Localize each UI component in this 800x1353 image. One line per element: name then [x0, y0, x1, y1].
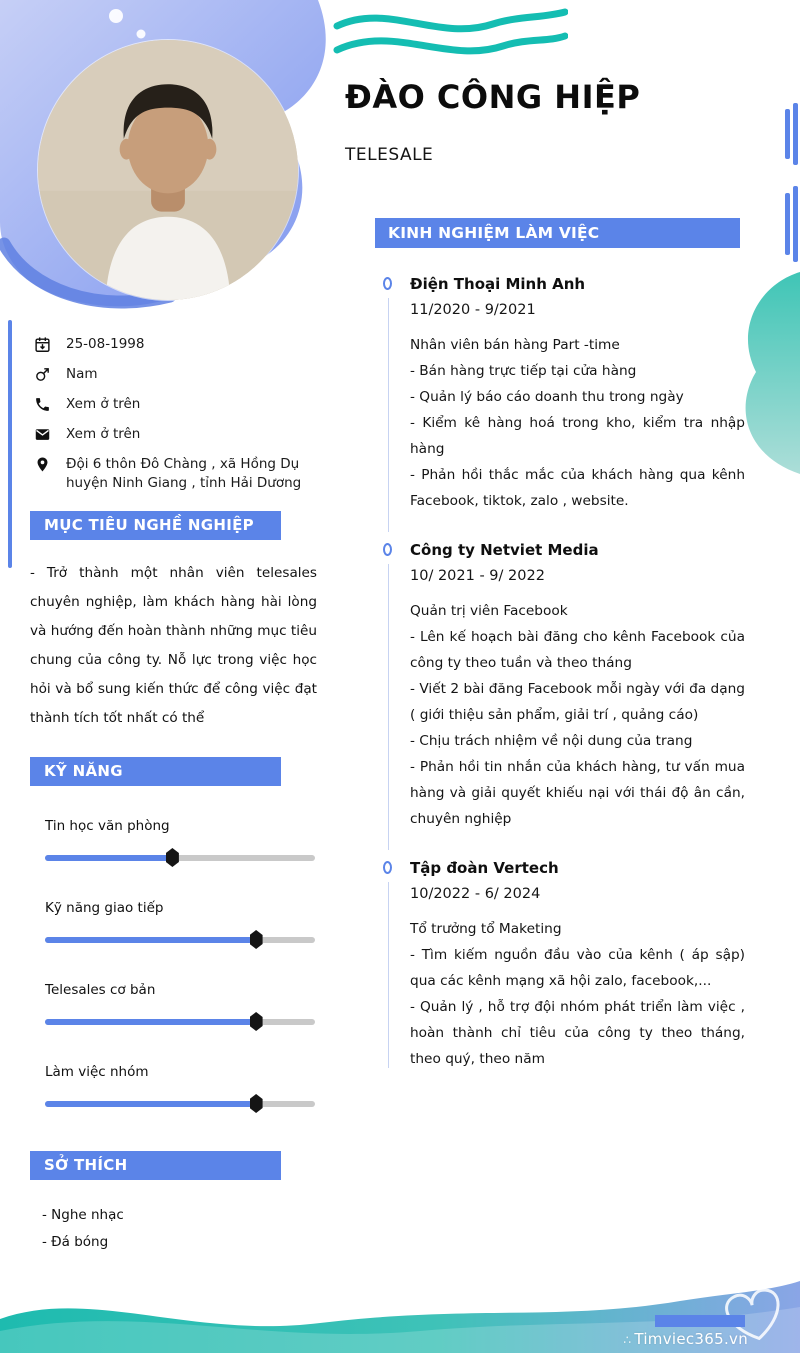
skills-list: [45, 818, 335, 1113]
experience-item: [383, 540, 745, 832]
slider-fill: [45, 937, 256, 943]
right-edge-bar: [785, 193, 790, 255]
person-avatar-icon: [38, 40, 298, 300]
right-column: [345, 0, 745, 1098]
hobby-item: - Đá bóng: [42, 1234, 109, 1250]
location-icon: [34, 456, 51, 473]
slider-thumb[interactable]: [250, 1094, 263, 1113]
experience-detail-line: - Phản hồi thắc mắc của khách hàng qua kênh Facebook, tiktok, zalo , website.: [410, 467, 745, 509]
skill-slider[interactable]: [45, 1011, 315, 1031]
experience-company: Công ty Netviet Media: [410, 541, 599, 559]
experience-detail-line: - Bán hàng trực tiếp tại cửa hàng: [410, 363, 637, 379]
experience-detail-line: - Lên kế hoạch bài đăng cho kênh Facebook của công ty theo tuần và theo tháng: [410, 629, 745, 671]
skill-item: [45, 900, 335, 949]
contact-text: Xem ở trên: [66, 426, 141, 442]
experience-details: [410, 598, 745, 832]
section-heading-objective: MỤC TIÊU NGHỀ NGHIỆP: [30, 511, 281, 540]
right-edge-bar: [793, 103, 798, 165]
skill-label: Kỹ năng giao tiếp: [45, 900, 164, 916]
contact-item-phone: [34, 395, 310, 414]
candidate-name: ĐÀO CÔNG HIỆP: [345, 78, 641, 116]
left-accent-line: [8, 320, 12, 568]
profile-header: [0, 0, 345, 315]
experience-period: 11/2020 - 9/2021: [410, 302, 536, 318]
experience-period: 10/ 2021 - 9/ 2022: [410, 568, 545, 584]
profile-photo: [38, 40, 298, 300]
right-edge-bar: [793, 186, 798, 262]
skill-item: [45, 1064, 335, 1113]
experience-detail-line: Tổ trưởng tổ Maketing: [410, 921, 562, 937]
mail-icon: [34, 426, 51, 443]
experience-company: Tập đoàn Vertech: [410, 859, 559, 877]
candidate-title: TELESALE: [345, 145, 434, 165]
slider-thumb[interactable]: [166, 848, 179, 867]
skill-slider[interactable]: [45, 847, 315, 867]
experience-details: [410, 916, 745, 1072]
experience-details: [410, 332, 745, 514]
contact-text: 25-08-1998: [66, 336, 145, 352]
timeline-marker-icon: [383, 543, 392, 556]
objective-text: - Trở thành một nhân viên telesales chuyên nghiệp, làm khách hàng hài lòng và hướng đến hoàn thành những mục tiêu chung của công ty. Nỗ lực trong việc học hỏi và bổ sung kiến thức để công việc đạt thành tích tốt nhất có thể: [30, 565, 317, 726]
experience-item: [383, 858, 745, 1072]
experience-item: [383, 274, 745, 514]
hobby-item: - Nghe nhạc: [42, 1207, 124, 1223]
watermark-text: Timviec365.vn: [634, 1330, 748, 1348]
skill-label: Telesales cơ bản: [45, 982, 156, 998]
dots-decoration: ∴: [623, 1333, 632, 1347]
experience-company: Điện Thoại Minh Anh: [410, 275, 586, 293]
experience-detail-line: - Phản hồi tin nhắn của khách hàng, tư vấn mua hàng và giải quyết khiếu nại với thái độ ân cần, chuyên nghiệp: [410, 759, 745, 827]
calendar-icon: [34, 336, 51, 353]
contact-item-birthday: [34, 335, 310, 354]
gender-icon: [34, 366, 51, 383]
experience-detail-line: - Chịu trách nhiệm về nội dung của trang: [410, 733, 693, 749]
experience-detail-line: - Quản lý , hỗ trợ đội nhóm phát triển làm việc , hoàn thành chỉ tiêu của công ty theo tháng, theo quý, theo năm: [410, 999, 745, 1067]
section-heading-hobbies: SỞ THÍCH: [30, 1151, 281, 1180]
experience-detail-line: - Tìm kiếm nguồn đầu vào của kênh ( áp sập) qua các kênh mạng xã hội zalo, facebook,...: [410, 947, 745, 989]
experience-detail-line: - Quản lý báo cáo doanh thu trong ngày: [410, 389, 684, 405]
contact-item-address: [34, 455, 310, 493]
skill-item: [45, 982, 335, 1031]
timeline-marker-icon: [383, 277, 392, 290]
footer-accent-bar: [655, 1315, 745, 1327]
skill-item: [45, 818, 335, 867]
skill-label: Tin học văn phòng: [45, 818, 170, 834]
slider-thumb[interactable]: [250, 930, 263, 949]
wave-decoration: [333, 8, 568, 66]
experience-detail-line: - Viết 2 bài đăng Facebook mỗi ngày với đa dạng ( giới thiệu sản phẩm, giải trí , quảng cáo): [410, 681, 745, 723]
left-column: [0, 0, 335, 1353]
right-edge-bar: [785, 109, 790, 159]
slider-fill: [45, 1019, 256, 1025]
site-watermark: [623, 1330, 748, 1348]
skill-label: Làm việc nhóm: [45, 1064, 149, 1080]
teal-heart-decoration: [732, 266, 800, 481]
phone-icon: [34, 396, 51, 413]
experience-detail-line: - Kiểm kê hàng hoá trong kho, kiểm tra nhập hàng: [410, 415, 745, 457]
contact-item-email: [34, 425, 310, 444]
contact-list: [34, 335, 310, 493]
experience-detail-line: Nhân viên bán hàng Part -time: [410, 337, 620, 353]
contact-item-gender: [34, 365, 310, 384]
slider-fill: [45, 1101, 256, 1107]
hobbies-list: [42, 1202, 335, 1256]
contact-text: Nam: [66, 366, 98, 382]
experience-period: 10/2022 - 6/ 2024: [410, 886, 541, 902]
skill-slider[interactable]: [45, 1093, 315, 1113]
timeline-marker-icon: [383, 861, 392, 874]
slider-thumb[interactable]: [250, 1012, 263, 1031]
skill-slider[interactable]: [45, 929, 315, 949]
experience-detail-line: Quản trị viên Facebook: [410, 603, 568, 619]
slider-fill: [45, 855, 172, 861]
contact-text: Xem ở trên: [66, 396, 141, 412]
section-heading-skills: KỸ NĂNG: [30, 757, 281, 786]
experience-list: [383, 274, 745, 1072]
section-heading-experience: KINH NGHIỆM LÀM VIỆC: [375, 218, 740, 248]
contact-text: Đội 6 thôn Đô Chàng , xã Hồng Dụ huyện Ninh Giang , tỉnh Hải Dương: [66, 456, 302, 491]
